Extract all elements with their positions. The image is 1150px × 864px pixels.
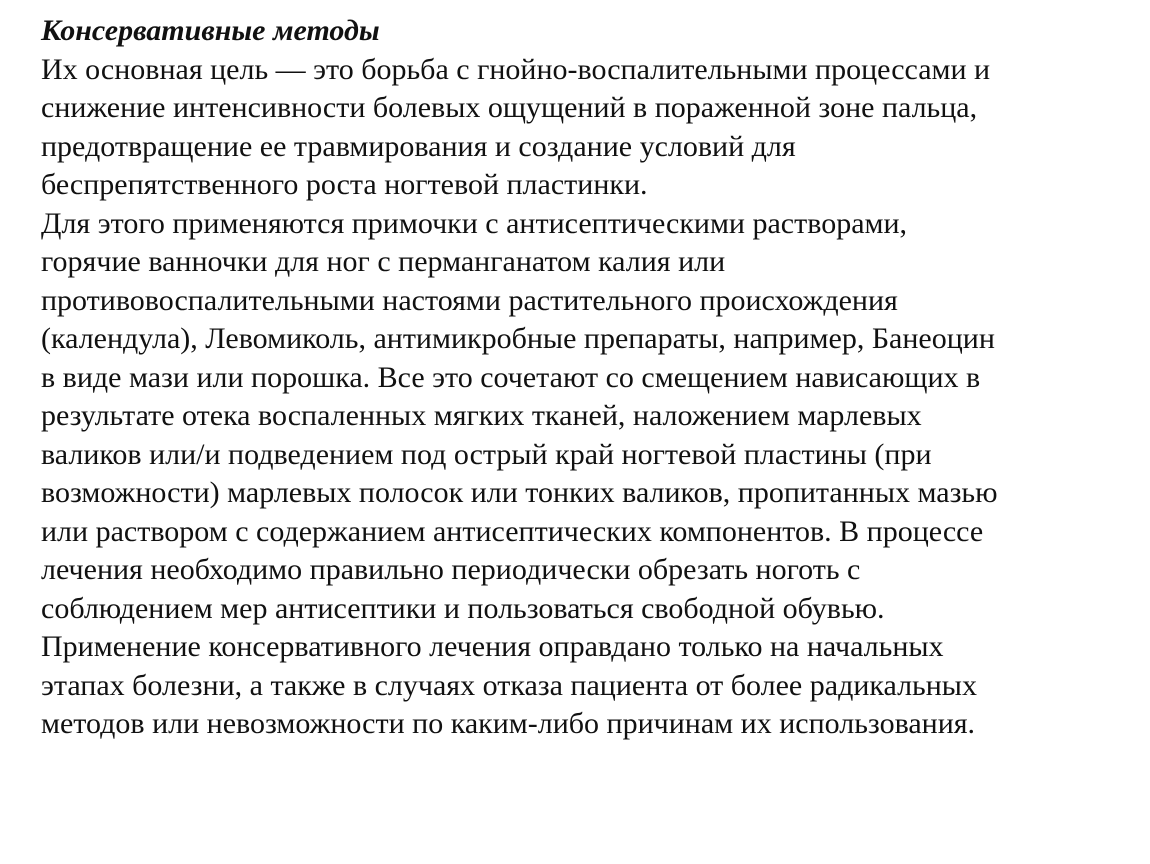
text-line: Их основная цель — это борьба с гнойно-воспалительными процессами и — [41, 52, 991, 86]
text-line: Применение консервативного лечения оправдано только на начальных — [41, 630, 944, 663]
text-line: беспрепятственного роста ногтевой пластинки. — [41, 168, 648, 201]
text-line: возможности) марлевых полосок или тонких валиков, пропитанных мазью — [41, 476, 998, 509]
text-line: в виде мази или порошка. Все это сочетают со смещением нависающих в — [41, 360, 981, 394]
text-line: горячие ванночки для ног с перманганатом калия или — [41, 245, 726, 278]
text-line: соблюдением мер антисептики и пользоваться свободной обувью. — [41, 591, 885, 625]
text-line: результате отека воспаленных мягких тканей, наложением марлевых — [41, 399, 922, 432]
text-line: Для этого применяются примочки с антисептическими растворами, — [41, 206, 908, 240]
text-line: методов или невозможности по каким-либо причинам их использования. — [41, 707, 976, 740]
section-title: Консервативные методы — [41, 14, 380, 47]
text-line: (календула), Левомиколь, антимикробные препараты, например, Банеоцин — [41, 322, 995, 355]
text-line: противовоспалительными настоями растительного происхождения — [41, 283, 898, 317]
text-block — [41, 12, 1121, 744]
text-line: лечения необходимо правильно периодически обрезать ноготь с — [41, 553, 861, 586]
text-line: снижение интенсивности болевых ощущений в пораженной зоне пальца, — [41, 91, 978, 124]
text-line: валиков или/и подведением под острый край ногтевой пластины (при — [41, 437, 932, 471]
text-line: или раствором с содержанием антисептических компонентов. В процессе — [41, 514, 984, 548]
text-line: предотвращение ее травмирования и создание условий для — [41, 129, 796, 163]
text-line: этапах болезни, а также в случаях отказа пациента от более радикальных — [41, 668, 977, 702]
